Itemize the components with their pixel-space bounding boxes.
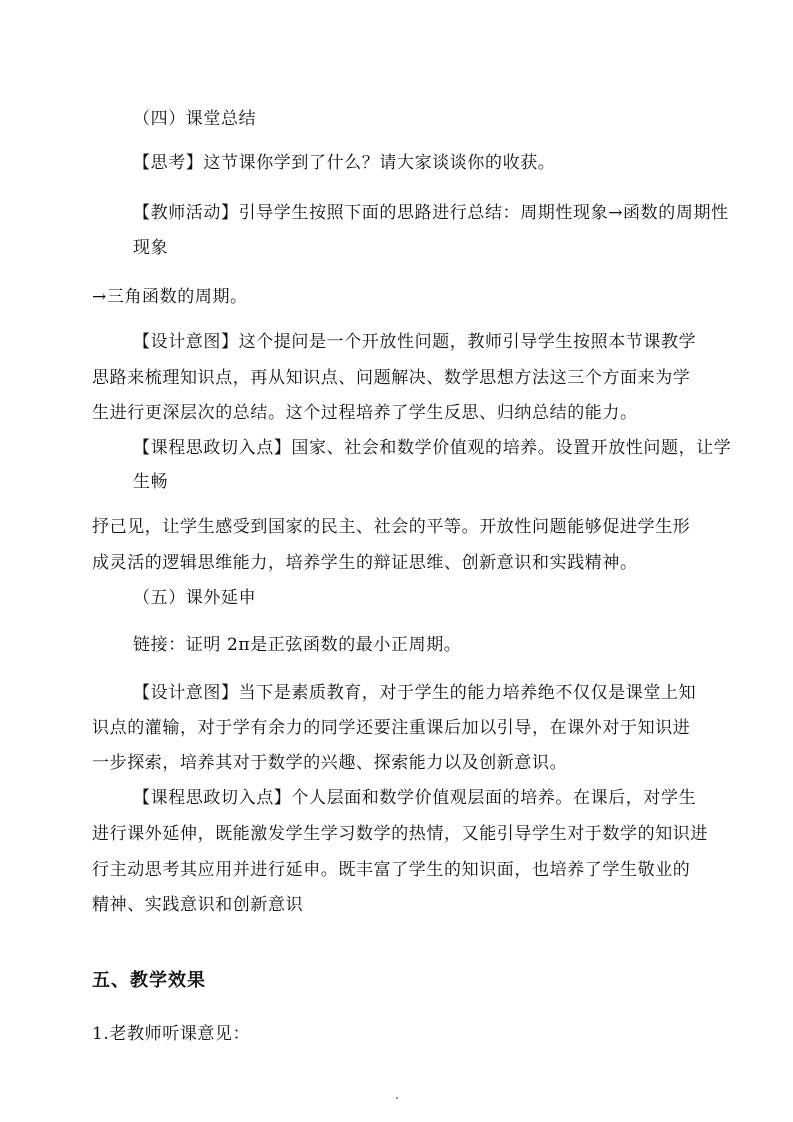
paragraph-line: 现象 bbox=[133, 238, 169, 258]
footer-dot bbox=[396, 1097, 398, 1099]
paragraph-line: 进行课外延伸，既能激发学生学习数学的热情，又能引导学生对于数学的知识进 bbox=[92, 824, 708, 844]
paragraph-line: 1.老教师听课意见： bbox=[92, 1024, 251, 1044]
paragraph-line: 识点的灌输，对于学有余力的同学还要注重课后加以引导，在课外对于知识进 bbox=[92, 718, 691, 738]
paragraph-line: 【教师活动】引导学生按照下面的思路进行总结：周期性现象→函数的周期性 bbox=[133, 203, 729, 223]
paragraph-line: 精神、实践意识和创新意识 bbox=[92, 895, 304, 915]
section-heading-class-summary: （四）课堂总结 bbox=[133, 109, 257, 129]
paragraph-line: 思路来梳理知识点，再从知识点、问题解决、数学思想方法这三个方面来为学 bbox=[92, 368, 691, 388]
section-heading-teaching-effect: 五、教学效果 bbox=[92, 970, 206, 991]
paragraph-line: 【设计意图】当下是素质教育，对于学生的能力培养绝不仅仅是课堂上知 bbox=[133, 683, 697, 703]
paragraph-line: 【课程思政切入点】国家、社会和数学价值观的培养。设置开放性问题，让学 bbox=[133, 438, 732, 458]
paragraph-line: 链接：证明 2π是正弦函数的最小正周期。 bbox=[133, 635, 462, 655]
paragraph-line: 行主动思考其应用并进行延申。既丰富了学生的知识面，也培养了学生敬业的 bbox=[92, 860, 691, 880]
paragraph-line: 【课程思政切入点】个人层面和数学价值观层面的培养。在课后，对学生 bbox=[133, 788, 697, 808]
paragraph-line: →三角函数的周期。 bbox=[92, 287, 248, 307]
paragraph-line: 生进行更深层次的总结。这个过程培养了学生反思、归纳总结的能力。 bbox=[92, 403, 638, 423]
paragraph-line: 一步探索，培养其对于数学的兴趣、探索能力以及创新意识。 bbox=[92, 753, 568, 773]
section-heading-extension: （五）课外延申 bbox=[133, 588, 257, 608]
paragraph-line: 【思考】这节课你学到了什么？请大家谈谈你的收获。 bbox=[133, 153, 556, 173]
paragraph-line: 生畅 bbox=[133, 472, 169, 492]
paragraph-line: 成灵活的逻辑思维能力，培养学生的辩证思维、创新意识和实践精神。 bbox=[92, 553, 638, 573]
paragraph-line: 【设计意图】这个提问是一个开放性问题，教师引导学生按照本节课教学 bbox=[133, 332, 697, 352]
paragraph-line: 抒己见，让学生感受到国家的民主、社会的平等。开放性问题能够促进学生形 bbox=[92, 517, 691, 537]
